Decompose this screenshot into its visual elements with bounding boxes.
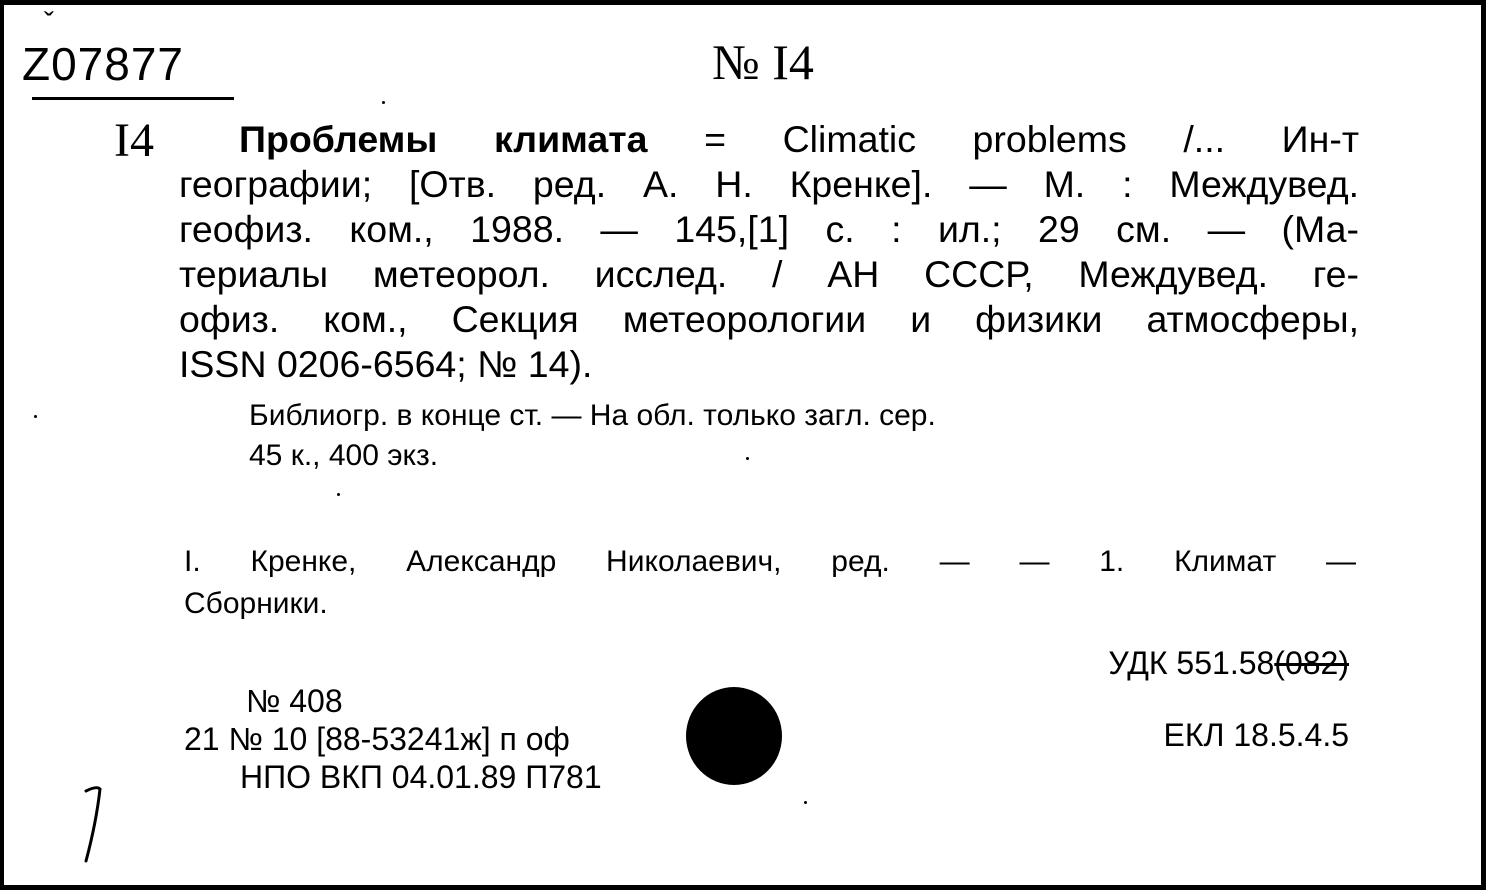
title-bold: Проблемы климата <box>239 118 648 160</box>
punch-hole-dot <box>686 687 782 785</box>
note-price: 45 к., 400 экз. <box>249 439 439 472</box>
speck <box>804 801 807 804</box>
udk-struck: (082) <box>1274 645 1349 681</box>
subject-line-1: I. Кренке, Александр Николаевич, ред. — — 1. Климат — <box>184 545 1356 578</box>
subject-tracing <box>184 541 1356 625</box>
handwritten-mark-icon <box>64 785 114 865</box>
ekl-code: ЕКЛ 18.5.4.5 <box>1163 717 1349 753</box>
main-line-4: териалы метеорол. исслед. / АН СССР, Междувед. ге- <box>179 253 1359 295</box>
main-line-5: офиз. ком., Секция метеорологии и физики атмосферы, <box>179 298 1359 340</box>
speck <box>337 493 340 496</box>
main-line-3: геофиз. ком., 1988. — 145,[1] с. : ил.; 29 см. — (Ма- <box>179 208 1359 250</box>
main-description <box>179 117 1359 387</box>
udk-prefix: УДК 551.58 <box>1108 645 1275 681</box>
accession-caron: ˇ <box>44 7 54 40</box>
main-line-1 <box>179 117 1359 162</box>
main-line-6: ISSN 0206-6564; № 14). <box>179 343 593 385</box>
udk-code <box>1108 645 1349 682</box>
accession-number: Z07877 <box>22 38 185 90</box>
speck <box>34 415 37 418</box>
accession-underline <box>32 97 234 100</box>
speck <box>382 101 385 104</box>
title-rest: = Climatic problems /... Ин-т <box>647 118 1359 160</box>
note-bibliography: Библиогр. в конце ст. — На обл. только загл. сер. <box>249 399 936 432</box>
main-line-2: географии; [Отв. ред. А. Н. Кренке]. — М. : Междувед. <box>179 163 1359 205</box>
card-number-top: № I4 <box>712 34 814 90</box>
subject-line-2: Сборники. <box>184 587 328 620</box>
card-index-left: I4 <box>114 114 154 167</box>
speck <box>746 457 749 460</box>
print-info-line-1: 21 № 10 [88-53241ж] п оф <box>184 721 570 757</box>
print-info-line-2: НПО ВКП 04.01.89 П781 <box>240 759 602 795</box>
order-number: № 408 <box>246 683 343 719</box>
